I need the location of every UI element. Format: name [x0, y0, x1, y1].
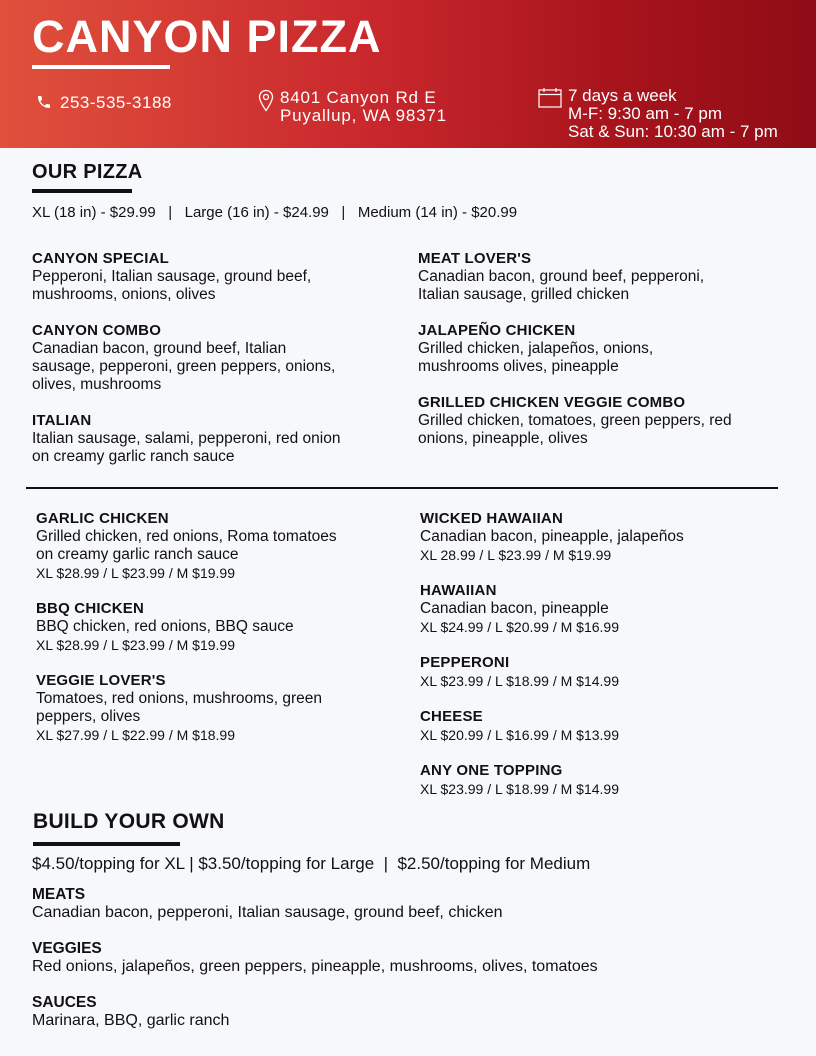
address-line1: 8401 Canyon Rd E	[280, 88, 437, 107]
hours-info	[538, 87, 778, 141]
menu-item-name: MEAT LOVER'S	[418, 250, 532, 267]
byo-group-meats	[32, 886, 503, 922]
section-divider	[26, 487, 778, 489]
byo-group-name: SAUCES	[32, 994, 97, 1011]
address-line2: Puyallup, WA 98371	[280, 106, 447, 125]
menu-item-description: Canadian bacon, pineapple, jalapeños	[420, 528, 684, 545]
specialty-right-column	[420, 510, 800, 816]
menu-item-description: Canadian bacon, ground beef, pepperoni,	[418, 268, 705, 285]
menu-item-name: JALAPEÑO CHICKEN	[418, 322, 576, 339]
byo-group-sauces	[32, 994, 229, 1030]
menu-item-description: mushrooms, onions, olives	[32, 286, 216, 303]
menu-item	[418, 322, 798, 376]
our-pizza-underline	[32, 189, 132, 193]
menu-item-description: sausage, pepperoni, green peppers, onions,	[32, 358, 336, 375]
menu-item	[420, 708, 800, 744]
menu-item-description: peppers, olives	[36, 708, 141, 725]
specialty-left-column	[36, 510, 406, 762]
menu-item-name: WICKED HAWAIIAN	[420, 510, 563, 527]
byo-group-desc: Red onions, jalapeños, green peppers, pineapple, mushrooms, olives, tomatoes	[32, 958, 598, 975]
menu-item-price: XL $24.99 / L $20.99 / M $16.99	[420, 619, 620, 635]
menu-item-description: Canadian bacon, ground beef, Italian	[32, 340, 287, 357]
size-large: Large (16 in) - $24.99	[184, 204, 329, 221]
menu-item	[418, 250, 798, 304]
our-pizza-right-column	[418, 250, 798, 466]
menu-item-description: Grilled chicken, red onions, Roma tomatoes	[36, 528, 337, 545]
size-separator: |	[168, 204, 173, 221]
hours-line1: 7 days a week	[568, 86, 677, 105]
menu-item-name: ANY ONE TOPPING	[420, 762, 563, 779]
title-underline	[32, 65, 170, 69]
byo-group-veggies	[32, 940, 598, 976]
byo-prices: $4.50/topping for XL | $3.50/topping for Large | $2.50/topping for Medium	[32, 854, 591, 873]
phone-number: 253-535-3188	[60, 93, 172, 112]
menu-item-price: XL $23.99 / L $18.99 / M $14.99	[420, 673, 620, 689]
menu-item	[420, 762, 800, 798]
menu-item	[420, 654, 800, 690]
menu-item-description: BBQ chicken, red onions, BBQ sauce	[36, 618, 294, 635]
menu-item-description: Canadian bacon, pineapple	[420, 600, 609, 617]
menu-item-description: Tomatoes, red onions, mushrooms, green	[36, 690, 323, 707]
menu-item-price: XL $28.99 / L $23.99 / M $19.99	[36, 565, 236, 581]
menu-item-name: ITALIAN	[32, 412, 92, 429]
menu-item	[36, 600, 406, 654]
restaurant-title: CANYON PIZZA	[32, 11, 382, 62]
pizza-sizes	[32, 204, 517, 221]
menu-item	[36, 510, 406, 582]
hours-line3: Sat & Sun: 10:30 am - 7 pm	[568, 122, 778, 141]
menu-item	[420, 582, 800, 636]
menu-item	[32, 250, 402, 304]
menu-item-price: XL $27.99 / L $22.99 / M $18.99	[36, 727, 236, 743]
size-separator: |	[341, 204, 346, 221]
menu-item-description: Italian sausage, salami, pepperoni, red onion	[32, 430, 341, 447]
menu-item-description: Pepperoni, Italian sausage, ground beef,	[32, 268, 312, 285]
byo-title: BUILD YOUR OWN	[33, 810, 225, 833]
menu-item-name: GRILLED CHICKEN VEGGIE COMBO	[418, 394, 686, 411]
menu-item-name: CANYON COMBO	[32, 322, 162, 339]
byo-group-desc: Canadian bacon, pepperoni, Italian sausage, ground beef, chicken	[32, 904, 503, 921]
menu-item-name: VEGGIE LOVER'S	[36, 672, 166, 689]
menu-item-description: on creamy garlic ranch sauce	[32, 448, 235, 465]
menu-item	[36, 672, 406, 744]
menu-item-name: HAWAIIAN	[420, 582, 497, 599]
size-medium: Medium (14 in) - $20.99	[357, 204, 518, 221]
byo-underline	[33, 842, 180, 846]
menu-item-description: Grilled chicken, tomatoes, green peppers, red	[418, 412, 732, 429]
menu-item	[418, 394, 798, 448]
hours-line2: M-F: 9:30 am - 7 pm	[568, 104, 722, 123]
menu-item-name: BBQ CHICKEN	[36, 600, 145, 617]
menu-item-description: Grilled chicken, jalapeños, onions,	[418, 340, 654, 357]
menu-item	[420, 510, 800, 564]
menu-item-description: mushrooms olives, pineapple	[418, 358, 619, 375]
menu-item-name: GARLIC CHICKEN	[36, 510, 169, 527]
menu-item-description: onions, pineapple, olives	[418, 430, 588, 447]
phone-contact[interactable]	[36, 94, 172, 112]
calendar-icon	[538, 87, 562, 113]
menu-item	[32, 322, 402, 394]
menu-item-name: PEPPERONI	[420, 654, 510, 671]
menu-item-description: Italian sausage, grilled chicken	[418, 286, 630, 303]
menu-item-price: XL $20.99 / L $16.99 / M $13.99	[420, 727, 620, 743]
our-pizza-title: OUR PIZZA	[32, 161, 143, 183]
menu-item-name: CANYON SPECIAL	[32, 250, 169, 267]
menu-item-description: on creamy garlic ranch sauce	[36, 546, 239, 563]
menu-item-price: XL $23.99 / L $18.99 / M $14.99	[420, 781, 620, 797]
header-banner	[0, 0, 816, 148]
byo-group-desc: Marinara, BBQ, garlic ranch	[32, 1012, 230, 1029]
address-contact	[258, 89, 447, 125]
phone-icon	[36, 94, 52, 114]
byo-group-name: MEATS	[32, 886, 86, 903]
size-xl: XL (18 in) - $29.99	[32, 204, 156, 221]
our-pizza-left-column	[32, 250, 402, 484]
menu-item	[32, 412, 402, 466]
menu-item-name: CHEESE	[420, 708, 483, 725]
menu-item-price: XL 28.99 / L $23.99 / M $19.99	[420, 547, 612, 563]
menu-item-price: XL $28.99 / L $23.99 / M $19.99	[36, 637, 236, 653]
location-pin-icon	[258, 89, 274, 117]
byo-group-name: VEGGIES	[32, 940, 102, 957]
menu-item-description: olives, mushrooms	[32, 376, 162, 393]
